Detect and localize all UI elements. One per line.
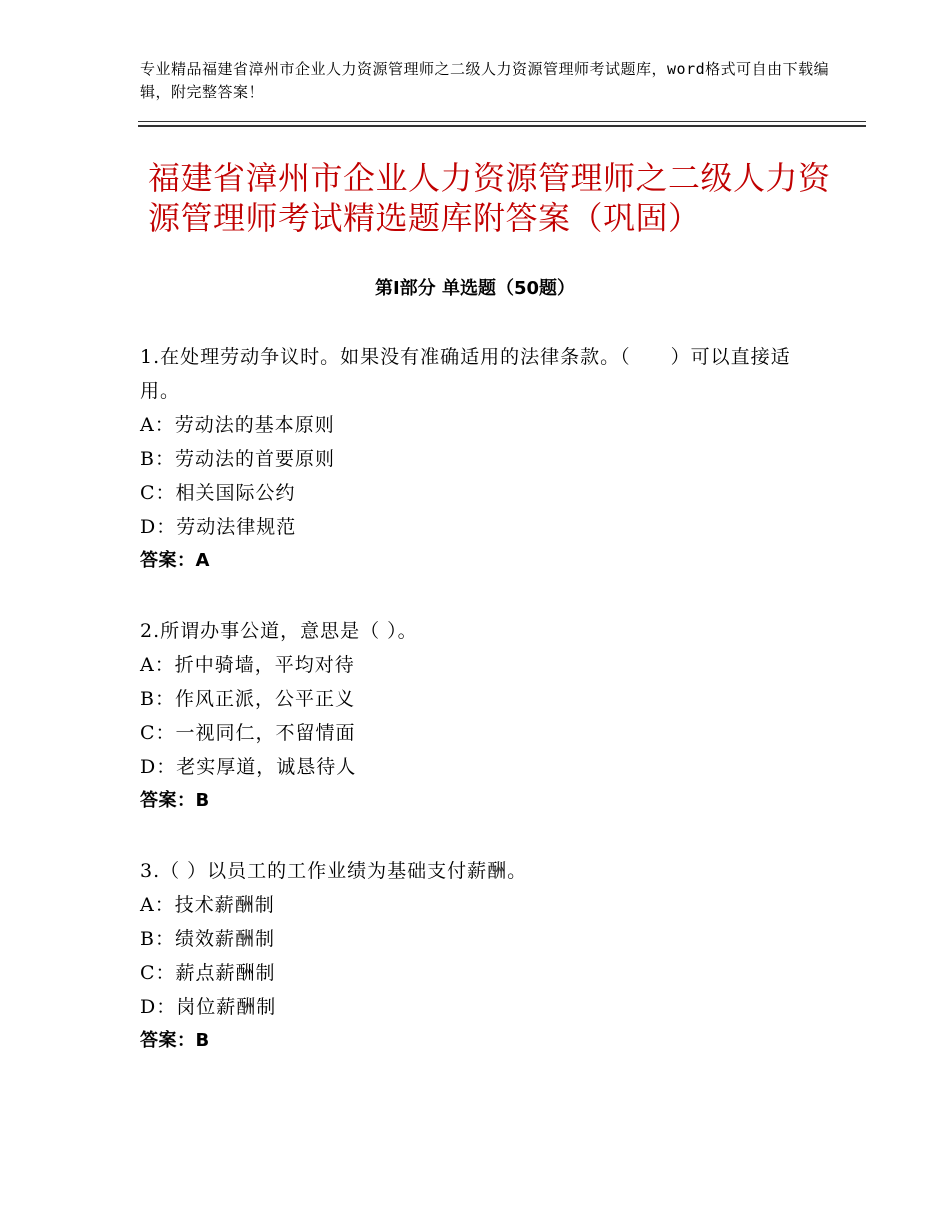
header-note: 专业精品福建省漳州市企业人力资源管理师之二级人力资源管理师考试题库，word格式可自由下载编辑，附完整答案！ — [140, 60, 830, 101]
option-d: D：老实厚道，诚恳待人 — [140, 756, 357, 778]
section-title: 第Ⅰ部分 单选题（50题） — [374, 278, 575, 299]
option-b: B：绩效薪酬制 — [140, 928, 275, 950]
question-1 — [140, 340, 820, 578]
question-stem: 1.在处理劳动争议时。如果没有准确适用的法律条款。（ ）可以直接适用。 — [140, 346, 791, 402]
option-b: B：作风正派，公平正义 — [140, 688, 355, 710]
option-c: C：薪点薪酬制 — [140, 962, 276, 984]
option-d: D：岗位薪酬制 — [140, 996, 277, 1018]
question-3 — [140, 854, 820, 1058]
header-rule-thin — [138, 121, 866, 122]
answer: 答案：B — [140, 790, 210, 811]
question-stem: 3.（ ）以员工的工作业绩为基础支付薪酬。 — [140, 860, 528, 882]
option-d: D：劳动法律规范 — [140, 516, 297, 538]
option-a: A：折中骑墙，平均对待 — [140, 654, 355, 676]
question-stem: 2.所谓办事公道，意思是（ ）。 — [140, 620, 418, 642]
question-2 — [140, 614, 820, 818]
document-title: 福建省漳州市企业人力资源管理师之二级人力资源管理师考试精选题库附答案（巩固） — [148, 159, 831, 237]
header-rule-thick — [138, 125, 866, 127]
answer: 答案：A — [140, 550, 210, 571]
option-b: B：劳动法的首要原则 — [140, 448, 335, 470]
option-c: C：相关国际公约 — [140, 482, 296, 504]
option-a: A：劳动法的基本原则 — [140, 414, 335, 436]
answer: 答案：B — [140, 1030, 210, 1051]
option-c: C：一视同仁，不留情面 — [140, 722, 356, 744]
option-a: A：技术薪酬制 — [140, 894, 275, 916]
